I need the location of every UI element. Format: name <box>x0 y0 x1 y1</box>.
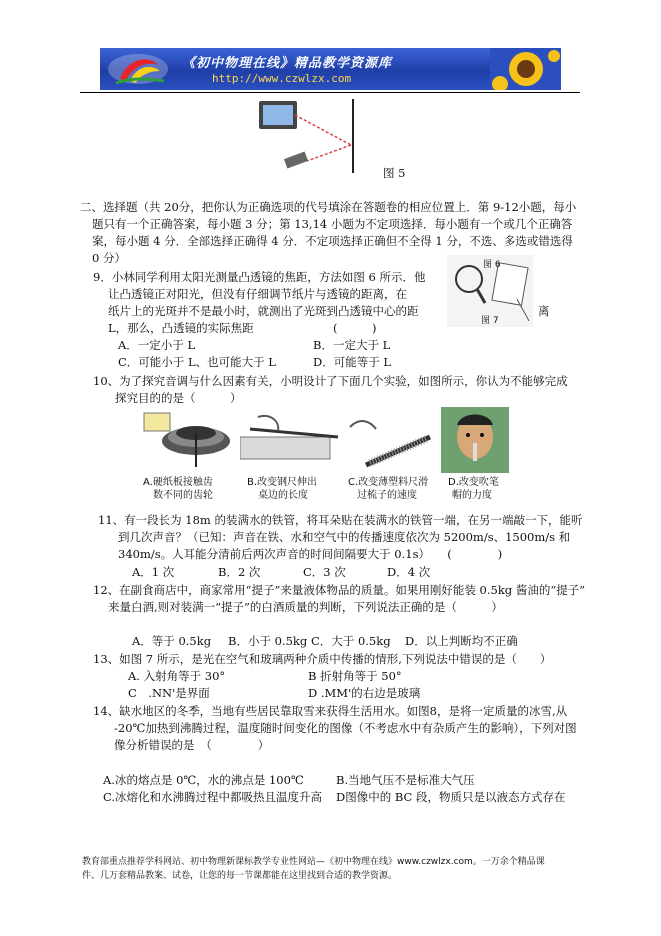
q10-caption-d-1: D.改变吹笔 <box>448 477 499 488</box>
q12-option-a[interactable]: A．等于 0.5kg <box>132 634 212 648</box>
q10-line2: 探究目的的是（ ） <box>115 391 242 405</box>
q14-option-c[interactable]: C.冰熔化和水沸腾过程中都吸热且温度升高 <box>103 790 323 804</box>
section2-line1: 二、选择题（共 20分，把你认为正确选项的代号填涂在答题卷的相应位置上．第 9-12小题，每小 <box>80 200 577 214</box>
q14-option-b[interactable]: B.当地气压不是标准大气压 <box>336 773 475 787</box>
q9-option-a[interactable]: A．一定小于 L <box>118 338 196 352</box>
figure-5-label: 图 5 <box>383 166 406 180</box>
q10-caption-b-1: B.改变钢尺伸出 <box>247 477 318 488</box>
q10-caption-c-1: C.改变薄塑料尺滑 <box>348 477 429 488</box>
q10-line1: 10、为了探究音调与什么因素有关，小明设计了下面几个实验，如图所示，你认为不能够完成 <box>93 374 568 388</box>
q9-option-b[interactable]: B．一定大于 L <box>313 338 391 352</box>
q9-answer-paren[interactable]: ( ) <box>333 321 377 335</box>
q14-line1: 14、缺水地区的冬季，当地有些居民靠取雪来获得生活用水。如图8，是将一定质量的冰雪,从 <box>93 704 568 718</box>
gear-wheels-icon <box>140 407 240 473</box>
q14-option-d[interactable]: D图像中的 BC 段，物质只是以液态方式存在 <box>336 790 566 804</box>
site-title: 《初中物理在线》精品教学资源库 <box>182 56 393 71</box>
q9-option-d[interactable]: D．可能等于 L <box>313 355 392 369</box>
q10-caption-d-2: 帽的力度 <box>452 490 492 501</box>
q13-option-b[interactable]: B 折射角等于 50° <box>308 669 402 683</box>
header-rule <box>80 92 580 93</box>
q9-line3: 纸片上的光斑并不是最小时，就测出了光斑到凸透镜中心的距 <box>108 304 419 318</box>
q9-line2: 让凸透镜正对阳光，但没有仔细调节纸片与透镜的距离，在 <box>108 287 407 301</box>
q10-caption-c-2: 过梳子的速度 <box>357 490 417 501</box>
q10-figure-a[interactable] <box>140 407 240 473</box>
q12-option-b[interactable]: B．小于 0.5kg <box>228 634 308 648</box>
q11-option-b[interactable]: B．2 次 <box>218 565 261 579</box>
sunflower-icon <box>490 48 561 90</box>
site-logo-icon <box>106 51 170 87</box>
footer-line1: 教育部重点推荐学科网站、初中物理新课标教学专业性网站—《初中物理在线》www.czwlzx.com。一万余个精品课 <box>82 857 545 867</box>
q14-option-a[interactable]: A.冰的熔点是 0℃，水的沸点是 100℃ <box>103 773 304 787</box>
section2-line4: 0 分） <box>92 251 126 265</box>
figure-7-label: 图 7 <box>481 316 499 326</box>
q11-option-a[interactable]: A．1 次 <box>132 565 175 579</box>
section2-line3: 案，每小题 4 分．全部选择正确得 4 分．不定项选择正确但不全得 1 分，不选、多选或错选得 <box>92 234 573 248</box>
q11-line1: 11、有一段长为 18m 的装满水的铁管，将耳朵贴在装满水的铁管一端，在另一端敲一下，能听 <box>98 513 583 527</box>
header-banner <box>100 48 561 90</box>
q10-caption-a-1: A.硬纸板接触齿 <box>143 477 213 488</box>
q13-option-d[interactable]: D .MM'的右边是玻璃 <box>308 686 421 700</box>
q11-option-d[interactable]: D．4 次 <box>387 565 431 579</box>
q11-line3: 340m/s。人耳能分清前后两次声音的时间间隔要大于 0.1s） ( ) <box>118 547 503 561</box>
figure-6-label: 图 6 <box>483 260 501 270</box>
q11-option-c[interactable]: C．3 次 <box>303 565 346 579</box>
q9-line3-end: 离 <box>538 304 550 318</box>
q13-line1: 13、如图 7 所示，是光在空气和玻璃两种介质中传播的情形,下列说法中错误的是（ ） <box>93 652 552 666</box>
section2-line2: 题只有一个正确答案，每小题 3 分；第 13,14 小题为不定项选择．每小题有一个或几个正确答 <box>92 217 573 231</box>
q13-option-c[interactable]: C .NN'是界面 <box>128 686 210 700</box>
q13-option-a[interactable]: A. 入射角等于 30° <box>128 669 226 683</box>
site-url[interactable]: http://www.czwlzx.com <box>212 72 352 85</box>
q9-line1: 9．小林同学利用太阳光测量凸透镜的焦距，方法如图 6 所示．他 <box>93 270 426 284</box>
q9-line4: L，那么，凸透镜的实际焦距 <box>108 321 254 335</box>
q9-option-c[interactable]: C．可能小于 L、也可能大于 L <box>118 355 276 369</box>
figure-6-lens-photo <box>447 255 533 327</box>
steel-ruler-icon <box>240 407 340 473</box>
q12-line1: 12、在副食商店中，商家常用“提子”来量液体物品的质量。如果用刚好能装 0.5kg 酱油的“提子” <box>93 583 586 597</box>
q10-caption-b-2: 桌边的长度 <box>258 490 308 501</box>
q10-figure-d[interactable] <box>441 407 509 473</box>
q10-figure-c[interactable] <box>340 407 440 473</box>
q12-line2: 来量白酒,则对装满一“提子”的白酒质量的判断，下列说法正确的是（ ） <box>108 600 503 614</box>
q11-line2: 到几次声音？（已知：声音在铁、水和空气中的传播速度依次为 5200m/s、1500m/s 和 <box>118 530 571 544</box>
footer-line2: 件、几万套精品教案、试卷，让您的每一节课都能在这里找到合适的教学资源。 <box>82 871 398 881</box>
figure-5-laser-diagram <box>255 97 365 177</box>
q14-line3: 像分析错误的是 （ ） <box>114 738 270 752</box>
page-footer <box>82 855 582 883</box>
q12-option-c[interactable]: C．大于 0.5kg <box>311 634 391 648</box>
q10-caption-a-2: 数不同的齿轮 <box>153 490 213 501</box>
q12-option-d[interactable]: D．以上判断均不正确 <box>405 634 518 648</box>
q10-figure-b[interactable] <box>240 407 340 473</box>
q14-line2: -20℃加热到沸腾过程，温度随时间变化的图像（不考虑水中有杂质产生的影响），下列对图 <box>114 721 577 735</box>
comb-icon <box>340 407 440 473</box>
boy-face-icon <box>441 407 509 473</box>
